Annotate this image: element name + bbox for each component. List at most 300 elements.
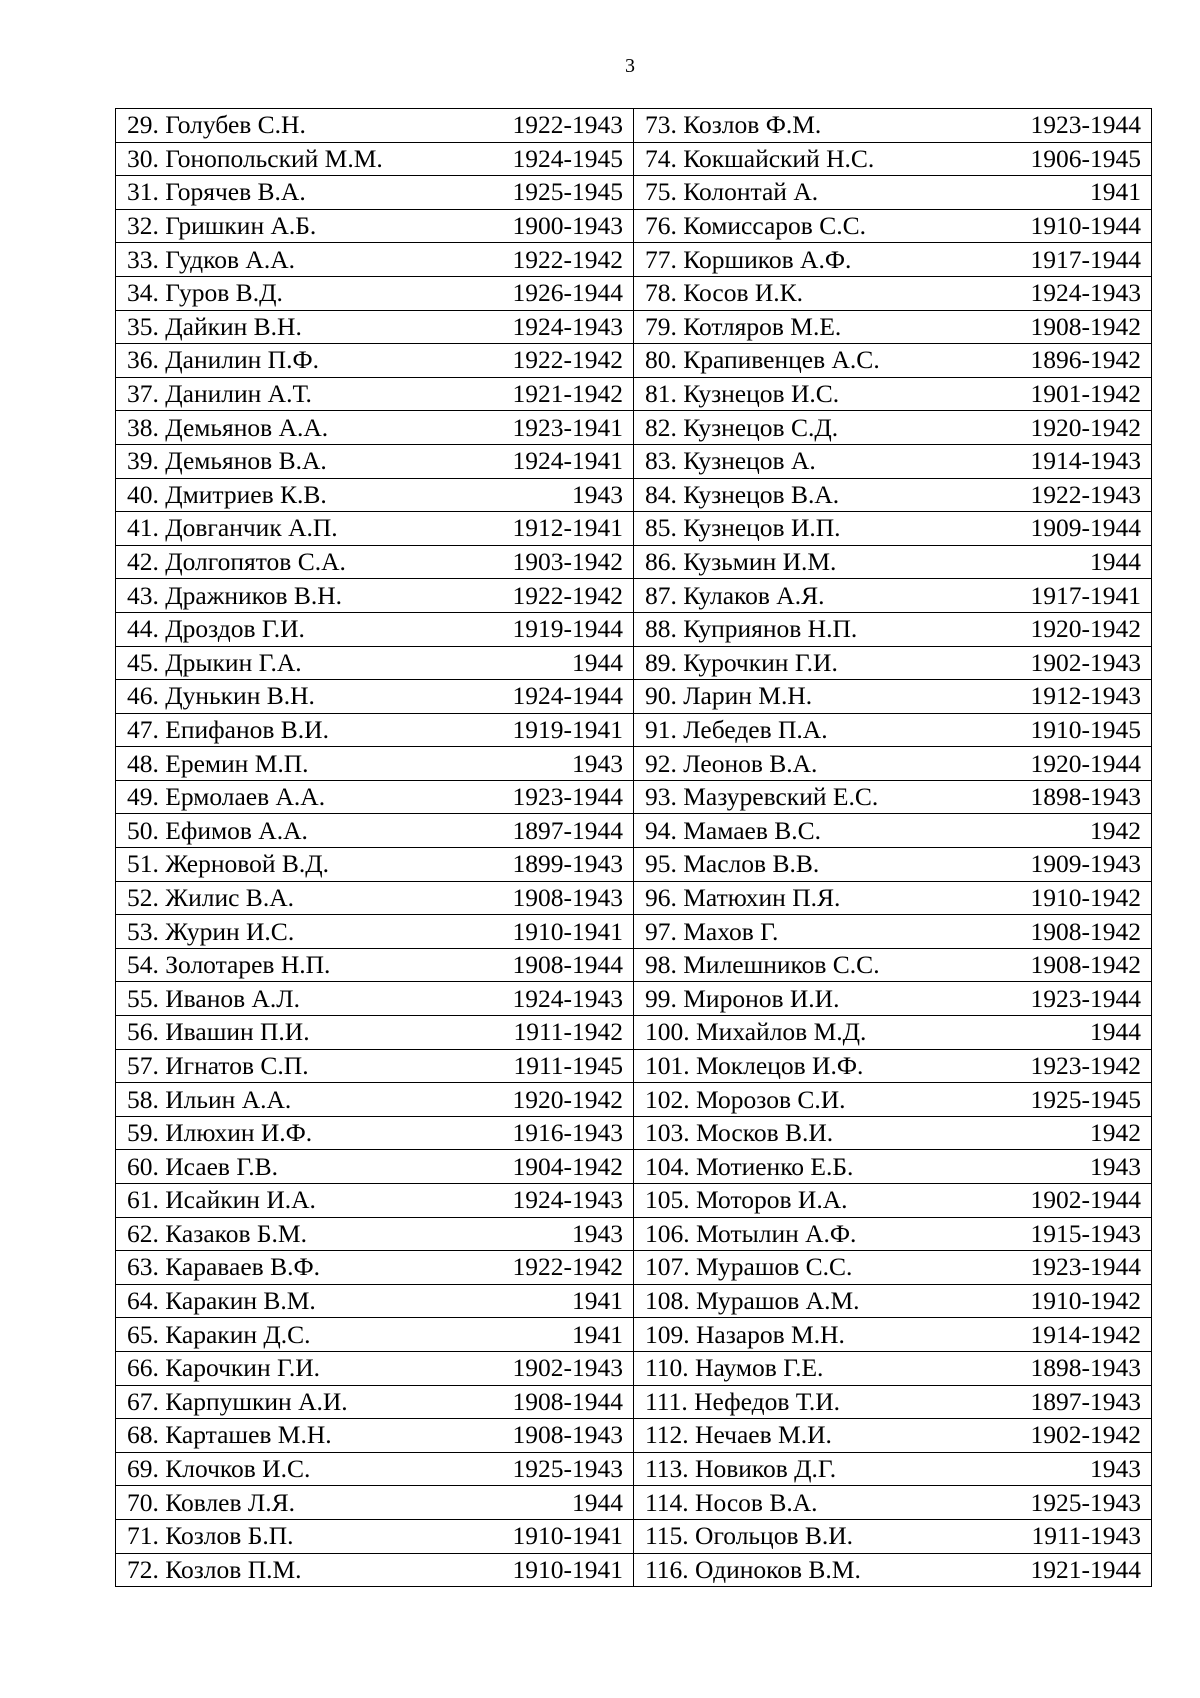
life-years: 1911-1945 xyxy=(513,1050,623,1080)
roster-cell-left xyxy=(116,1150,634,1184)
roster-cell-left xyxy=(116,1016,634,1050)
life-years: 1920-1942 xyxy=(1030,614,1141,644)
person-name: 94. Мамаев В.С. xyxy=(645,815,822,845)
roster-cell-right xyxy=(634,243,1152,277)
life-years: 1922-1943 xyxy=(512,110,623,140)
roster-cell-right xyxy=(634,982,1152,1016)
table-row xyxy=(116,310,1152,344)
life-years: 1924-1943 xyxy=(1030,278,1141,308)
list-item xyxy=(116,581,633,611)
life-years: 1911-1942 xyxy=(513,1017,623,1047)
roster-cell-left xyxy=(116,545,634,579)
roster-cell-right xyxy=(634,1116,1152,1150)
roster-cell-right xyxy=(634,512,1152,546)
person-name: 63. Караваев В.Ф. xyxy=(127,1252,320,1282)
person-name: 39. Демьянов В.А. xyxy=(127,446,327,476)
person-name: 86. Кузьмин И.М. xyxy=(645,547,837,577)
person-name: 50. Ефимов А.А. xyxy=(127,815,308,845)
roster-cell-left xyxy=(116,243,634,277)
life-years: 1915-1943 xyxy=(1030,1218,1141,1248)
life-years: 1922-1943 xyxy=(1030,479,1141,509)
table-row xyxy=(116,1351,1152,1385)
life-years: 1920-1942 xyxy=(1030,412,1141,442)
list-item xyxy=(116,1252,633,1282)
person-name: 82. Кузнецов С.Д. xyxy=(645,412,839,442)
life-years: 1944 xyxy=(572,647,623,677)
roster-cell-left xyxy=(116,142,634,176)
list-item xyxy=(634,1118,1151,1148)
roster-cell-right xyxy=(634,680,1152,714)
life-years: 1896-1942 xyxy=(1030,345,1141,375)
life-years: 1910-1941 xyxy=(512,916,623,946)
roster-cell-left xyxy=(116,512,634,546)
table-row xyxy=(116,948,1152,982)
roster-cell-left xyxy=(116,444,634,478)
life-years: 1944 xyxy=(1090,1017,1141,1047)
list-item xyxy=(116,749,633,779)
list-item xyxy=(116,715,633,745)
roster-cell-left xyxy=(116,1419,634,1453)
list-item xyxy=(116,513,633,543)
person-name: 43. Дражников В.Н. xyxy=(127,580,343,610)
roster-cell-left xyxy=(116,881,634,915)
table-row xyxy=(116,1452,1152,1486)
life-years: 1909-1944 xyxy=(1030,513,1141,543)
life-years: 1914-1942 xyxy=(1030,1319,1141,1349)
list-item xyxy=(634,446,1151,476)
list-item xyxy=(634,1051,1151,1081)
life-years: 1925-1943 xyxy=(512,1454,623,1484)
page-number: 3 xyxy=(625,55,635,77)
roster-table xyxy=(115,108,1152,1587)
person-name: 38. Демьянов А.А. xyxy=(127,412,329,442)
person-name: 99. Миронов И.И. xyxy=(645,983,840,1013)
list-item xyxy=(634,816,1151,846)
roster-body xyxy=(116,109,1152,1587)
roster-cell-left xyxy=(116,1486,634,1520)
list-item xyxy=(634,1320,1151,1350)
table-row xyxy=(116,780,1152,814)
person-name: 110. Наумов Г.Е. xyxy=(645,1353,824,1383)
roster-cell-right xyxy=(634,478,1152,512)
life-years: 1910-1941 xyxy=(512,1554,623,1584)
life-years: 1912-1941 xyxy=(512,513,623,543)
life-years: 1919-1941 xyxy=(512,714,623,744)
person-name: 105. Моторов И.А. xyxy=(645,1185,848,1215)
life-years: 1924-1944 xyxy=(512,681,623,711)
person-name: 80. Крапивенцев А.С. xyxy=(645,345,880,375)
list-item xyxy=(634,379,1151,409)
roster-cell-left xyxy=(116,915,634,949)
life-years: 1941 xyxy=(1090,177,1141,207)
roster-cell-right xyxy=(634,1553,1152,1587)
list-item xyxy=(634,648,1151,678)
person-name: 40. Дмитриев К.В. xyxy=(127,479,327,509)
life-years: 1917-1944 xyxy=(1030,244,1141,274)
person-name: 31. Горячев В.А. xyxy=(127,177,306,207)
list-item xyxy=(634,144,1151,174)
table-row xyxy=(116,1385,1152,1419)
roster-cell-left xyxy=(116,1083,634,1117)
person-name: 66. Карочкин Г.И. xyxy=(127,1353,320,1383)
life-years: 1910-1941 xyxy=(512,1521,623,1551)
list-item xyxy=(634,917,1151,947)
roster-cell-left xyxy=(116,848,634,882)
list-item xyxy=(634,245,1151,275)
life-years: 1920-1942 xyxy=(512,1084,623,1114)
life-years: 1923-1944 xyxy=(1030,1252,1141,1282)
life-years: 1900-1943 xyxy=(512,211,623,241)
roster-cell-left xyxy=(116,1385,634,1419)
list-item xyxy=(634,749,1151,779)
list-item xyxy=(634,480,1151,510)
person-name: 116. Одиноков В.М. xyxy=(645,1554,861,1584)
life-years: 1922-1942 xyxy=(512,345,623,375)
person-name: 29. Голубев С.Н. xyxy=(127,110,306,140)
person-name: 58. Ильин А.А. xyxy=(127,1084,292,1114)
roster-cell-left xyxy=(116,1519,634,1553)
roster-cell-left xyxy=(116,344,634,378)
roster-cell-right xyxy=(634,444,1152,478)
roster-cell-right xyxy=(634,1486,1152,1520)
person-name: 106. Мотылин А.Ф. xyxy=(645,1218,857,1248)
life-years: 1908-1942 xyxy=(1030,916,1141,946)
table-row xyxy=(116,646,1152,680)
roster-cell-right xyxy=(634,915,1152,949)
person-name: 35. Дайкин В.Н. xyxy=(127,311,302,341)
person-name: 103. Москов В.И. xyxy=(645,1118,834,1148)
person-name: 98. Милешников С.С. xyxy=(645,950,880,980)
table-row xyxy=(116,276,1152,310)
list-item xyxy=(116,883,633,913)
list-item xyxy=(116,1353,633,1383)
table-row xyxy=(116,1318,1152,1352)
list-item xyxy=(116,1051,633,1081)
table-row xyxy=(116,982,1152,1016)
list-item xyxy=(634,1017,1151,1047)
list-item xyxy=(634,312,1151,342)
life-years: 1924-1941 xyxy=(512,446,623,476)
person-name: 41. Довганчик А.П. xyxy=(127,513,338,543)
person-name: 45. Дрыкин Г.А. xyxy=(127,647,302,677)
person-name: 96. Матюхин П.Я. xyxy=(645,882,841,912)
roster-cell-right xyxy=(634,948,1152,982)
table-row xyxy=(116,1116,1152,1150)
roster-cell-right xyxy=(634,1150,1152,1184)
person-name: 61. Исайкин И.А. xyxy=(127,1185,316,1215)
list-item xyxy=(116,278,633,308)
roster-cell-left xyxy=(116,411,634,445)
life-years: 1921-1944 xyxy=(1030,1554,1141,1584)
roster-cell-right xyxy=(634,109,1152,143)
person-name: 33. Гудков А.А. xyxy=(127,244,295,274)
list-item xyxy=(116,1320,633,1350)
roster-cell-left xyxy=(116,1184,634,1218)
life-years: 1919-1944 xyxy=(512,614,623,644)
person-name: 70. Ковлев Л.Я. xyxy=(127,1487,295,1517)
life-years: 1922-1942 xyxy=(512,244,623,274)
life-years: 1916-1943 xyxy=(512,1118,623,1148)
list-item xyxy=(634,950,1151,980)
roster-cell-right xyxy=(634,176,1152,210)
roster-cell-left xyxy=(116,646,634,680)
life-years: 1923-1944 xyxy=(512,782,623,812)
list-item xyxy=(116,177,633,207)
person-name: 104. Мотиенко Е.Б. xyxy=(645,1151,854,1181)
person-name: 93. Мазуревский Е.С. xyxy=(645,782,879,812)
table-row xyxy=(116,915,1152,949)
list-item xyxy=(116,211,633,241)
list-item xyxy=(116,1387,633,1417)
list-item xyxy=(116,547,633,577)
life-years: 1903-1942 xyxy=(512,547,623,577)
list-item xyxy=(116,1185,633,1215)
roster-cell-right xyxy=(634,1519,1152,1553)
life-years: 1943 xyxy=(572,1218,623,1248)
person-name: 47. Епифанов В.И. xyxy=(127,714,329,744)
person-name: 115. Огольцов В.И. xyxy=(645,1521,854,1551)
person-name: 34. Гуров В.Д. xyxy=(127,278,283,308)
list-item xyxy=(116,110,633,140)
roster-cell-right xyxy=(634,411,1152,445)
list-item xyxy=(116,1420,633,1450)
person-name: 57. Игнатов С.П. xyxy=(127,1050,309,1080)
table-row xyxy=(116,344,1152,378)
person-name: 49. Ермолаев А.А. xyxy=(127,782,326,812)
table-row xyxy=(116,1083,1152,1117)
list-item xyxy=(116,1152,633,1182)
life-years: 1902-1944 xyxy=(1030,1185,1141,1215)
list-item xyxy=(634,110,1151,140)
table-row xyxy=(116,109,1152,143)
list-item xyxy=(634,345,1151,375)
person-name: 60. Исаев Г.В. xyxy=(127,1151,278,1181)
roster-cell-left xyxy=(116,612,634,646)
table-row xyxy=(116,814,1152,848)
person-name: 51. Жерновой В.Д. xyxy=(127,849,330,879)
list-item xyxy=(634,278,1151,308)
list-item xyxy=(116,413,633,443)
life-years: 1944 xyxy=(1090,547,1141,577)
life-years: 1909-1943 xyxy=(1030,849,1141,879)
life-years: 1923-1944 xyxy=(1030,983,1141,1013)
life-years: 1898-1943 xyxy=(1030,782,1141,812)
table-row xyxy=(116,1184,1152,1218)
list-item xyxy=(116,144,633,174)
list-item xyxy=(634,1555,1151,1585)
roster-cell-right xyxy=(634,1016,1152,1050)
person-name: 69. Клочков И.С. xyxy=(127,1454,311,1484)
person-name: 111. Нефедов Т.И. xyxy=(645,1386,840,1416)
table-row xyxy=(116,680,1152,714)
person-name: 89. Курочкин Г.И. xyxy=(645,647,838,677)
life-years: 1925-1945 xyxy=(512,177,623,207)
person-name: 68. Карташев М.Н. xyxy=(127,1420,332,1450)
life-years: 1908-1942 xyxy=(1030,950,1141,980)
roster-cell-left xyxy=(116,1284,634,1318)
person-name: 102. Морозов С.И. xyxy=(645,1084,846,1114)
life-years: 1899-1943 xyxy=(512,849,623,879)
life-years: 1942 xyxy=(1090,815,1141,845)
list-item xyxy=(634,581,1151,611)
list-item xyxy=(634,513,1151,543)
list-item xyxy=(634,1286,1151,1316)
life-years: 1924-1943 xyxy=(512,1185,623,1215)
person-name: 56. Ивашин П.И. xyxy=(127,1017,310,1047)
list-item xyxy=(116,480,633,510)
roster-cell-left xyxy=(116,310,634,344)
person-name: 83. Кузнецов А. xyxy=(645,446,816,476)
roster-cell-right xyxy=(634,209,1152,243)
person-name: 107. Мурашов С.С. xyxy=(645,1252,853,1282)
table-row xyxy=(116,512,1152,546)
person-name: 101. Моклецов И.Ф. xyxy=(645,1050,864,1080)
table-row xyxy=(116,176,1152,210)
list-item xyxy=(634,547,1151,577)
table-row xyxy=(116,444,1152,478)
life-years: 1942 xyxy=(1090,1118,1141,1148)
person-name: 77. Коршиков А.Ф. xyxy=(645,244,852,274)
roster-cell-left xyxy=(116,1116,634,1150)
roster-cell-right xyxy=(634,848,1152,882)
person-name: 97. Махов Г. xyxy=(645,916,779,946)
life-years: 1908-1944 xyxy=(512,950,623,980)
list-item xyxy=(116,379,633,409)
person-name: 36. Данилин П.Ф. xyxy=(127,345,319,375)
life-years: 1908-1943 xyxy=(512,1420,623,1450)
table-row xyxy=(116,243,1152,277)
roster-cell-right xyxy=(634,579,1152,613)
list-item xyxy=(116,1017,633,1047)
person-name: 91. Лебедев П.А. xyxy=(645,714,828,744)
list-item xyxy=(634,1420,1151,1450)
roster-cell-right xyxy=(634,377,1152,411)
list-item xyxy=(116,782,633,812)
roster-cell-left xyxy=(116,176,634,210)
person-name: 100. Михайлов М.Д. xyxy=(645,1017,867,1047)
table-row xyxy=(116,1419,1152,1453)
life-years: 1902-1943 xyxy=(512,1353,623,1383)
roster-cell-left xyxy=(116,814,634,848)
person-name: 67. Карпушкин А.И. xyxy=(127,1386,348,1416)
roster-cell-left xyxy=(116,1553,634,1587)
roster-cell-right xyxy=(634,1351,1152,1385)
roster-cell-left xyxy=(116,377,634,411)
person-name: 92. Леонов В.А. xyxy=(645,748,818,778)
roster-cell-right xyxy=(634,646,1152,680)
table-row xyxy=(116,848,1152,882)
list-item xyxy=(634,1488,1151,1518)
roster-cell-right xyxy=(634,1251,1152,1285)
table-row xyxy=(116,1284,1152,1318)
list-item xyxy=(634,782,1151,812)
life-years: 1943 xyxy=(1090,1151,1141,1181)
roster-cell-right xyxy=(634,545,1152,579)
roster-cell-right xyxy=(634,1452,1152,1486)
life-years: 1943 xyxy=(572,479,623,509)
table-row xyxy=(116,1217,1152,1251)
list-item xyxy=(634,849,1151,879)
life-years: 1897-1943 xyxy=(1030,1386,1141,1416)
roster-cell-right xyxy=(634,1083,1152,1117)
roster-cell-right xyxy=(634,881,1152,915)
person-name: 46. Дунькин В.Н. xyxy=(127,681,315,711)
table-row xyxy=(116,411,1152,445)
list-item xyxy=(634,1454,1151,1484)
life-years: 1925-1945 xyxy=(1030,1084,1141,1114)
person-name: 87. Кулаков А.Я. xyxy=(645,580,825,610)
person-name: 76. Комиссаров С.С. xyxy=(645,211,866,241)
list-item xyxy=(116,312,633,342)
list-item xyxy=(634,177,1151,207)
table-row xyxy=(116,142,1152,176)
life-years: 1941 xyxy=(572,1319,623,1349)
list-item xyxy=(116,950,633,980)
table-row xyxy=(116,747,1152,781)
table-row xyxy=(116,881,1152,915)
roster-cell-left xyxy=(116,1251,634,1285)
life-years: 1943 xyxy=(572,748,623,778)
list-item xyxy=(116,1286,633,1316)
life-years: 1910-1944 xyxy=(1030,211,1141,241)
life-years: 1923-1944 xyxy=(1030,110,1141,140)
table-row xyxy=(116,612,1152,646)
life-years: 1912-1943 xyxy=(1030,681,1141,711)
roster-cell-right xyxy=(634,1184,1152,1218)
person-name: 108. Мурашов А.М. xyxy=(645,1286,860,1316)
life-years: 1921-1942 xyxy=(512,379,623,409)
life-years: 1923-1942 xyxy=(1030,1050,1141,1080)
list-item xyxy=(634,1252,1151,1282)
list-item xyxy=(116,1488,633,1518)
table-row xyxy=(116,377,1152,411)
roster-cell-right xyxy=(634,780,1152,814)
life-years: 1924-1943 xyxy=(512,983,623,1013)
list-item xyxy=(634,614,1151,644)
roster-cell-right xyxy=(634,713,1152,747)
life-years: 1908-1943 xyxy=(512,882,623,912)
list-item xyxy=(634,1521,1151,1551)
roster-cell-right xyxy=(634,1217,1152,1251)
table-row xyxy=(116,209,1152,243)
life-years: 1904-1942 xyxy=(512,1151,623,1181)
roster-cell-right xyxy=(634,1318,1152,1352)
table-row xyxy=(116,1016,1152,1050)
roster-cell-right xyxy=(634,1419,1152,1453)
list-item xyxy=(634,681,1151,711)
roster-cell-left xyxy=(116,948,634,982)
person-name: 112. Нечаев М.И. xyxy=(645,1420,832,1450)
life-years: 1902-1942 xyxy=(1030,1420,1141,1450)
table-row xyxy=(116,478,1152,512)
person-name: 54. Золотарев Н.П. xyxy=(127,950,331,980)
life-years: 1898-1943 xyxy=(1030,1353,1141,1383)
table-row xyxy=(116,579,1152,613)
roster-cell-left xyxy=(116,478,634,512)
roster-cell-left xyxy=(116,579,634,613)
roster-cell-right xyxy=(634,276,1152,310)
list-item xyxy=(634,413,1151,443)
life-years: 1911-1943 xyxy=(1031,1521,1141,1551)
roster-cell-right xyxy=(634,310,1152,344)
person-name: 73. Козлов Ф.М. xyxy=(645,110,822,140)
list-item xyxy=(634,1387,1151,1417)
list-item xyxy=(634,1353,1151,1383)
life-years: 1943 xyxy=(1090,1454,1141,1484)
roster-cell-left xyxy=(116,982,634,1016)
person-name: 42. Долгопятов С.А. xyxy=(127,547,346,577)
person-name: 62. Казаков Б.М. xyxy=(127,1218,307,1248)
